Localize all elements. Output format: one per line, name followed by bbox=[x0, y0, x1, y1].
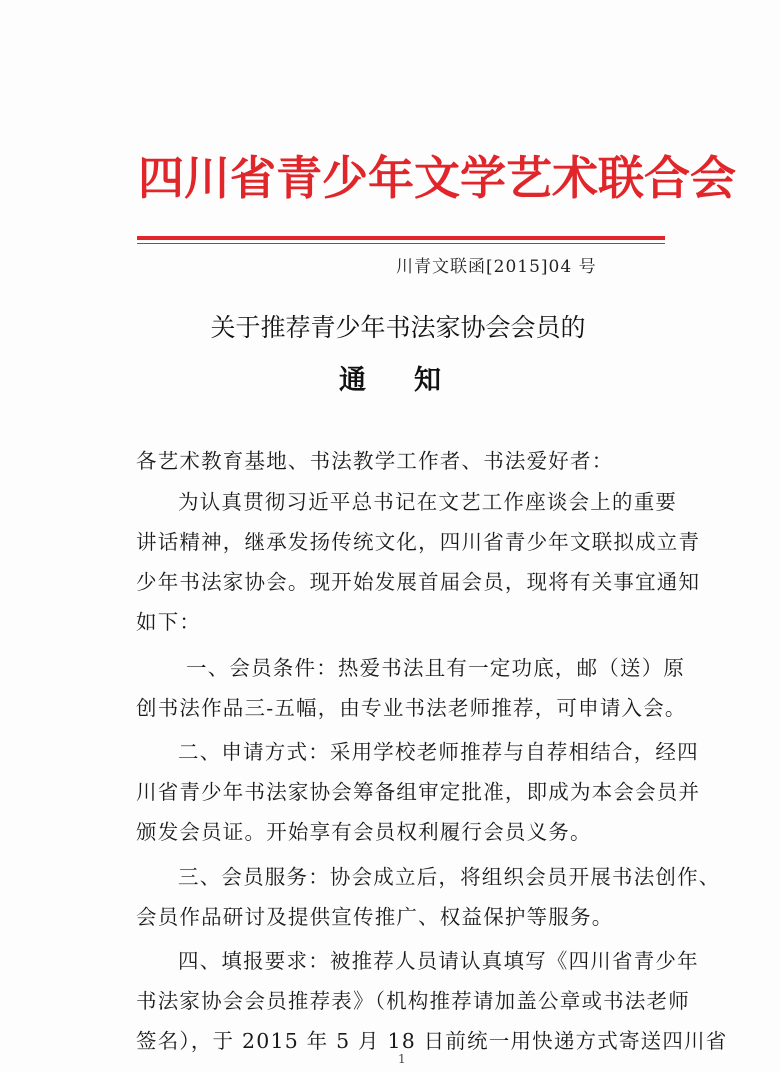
masthead-red-rule-thin bbox=[137, 243, 665, 244]
body-line: 为认真贯彻习近平总书记在文艺工作座谈会上的重要 bbox=[178, 490, 678, 514]
document-title-notice: 通知 bbox=[339, 365, 489, 396]
body-line: 签名），于 2015 年 5 月 18 日前统一用快递方式寄送四川省 bbox=[136, 1029, 728, 1053]
body-line: 三、会员服务：协会成立后，将组织会员开展书法创作、 bbox=[178, 865, 721, 889]
body-line: 创书法作品三-五幅，由专业书法老师推荐，可申请入会。 bbox=[136, 696, 687, 720]
salutation: 各艺术教育基地、书法教学工作者、书法爱好者： bbox=[136, 449, 614, 473]
body-line: 四、填报要求：被推荐人员请认真填写《四川省青少年 bbox=[178, 949, 699, 973]
page-number: 1 bbox=[398, 1052, 406, 1066]
document-title: 关于推荐青少年书法家协会会员的 bbox=[210, 313, 586, 342]
organization-masthead: 四川省青少年文学艺术联合会 bbox=[138, 151, 736, 205]
body-line: 颁发会员证。开始享有会员权利履行会员义务。 bbox=[136, 820, 592, 844]
body-line: 少年书法家协会。现开始发展首届会员，现将有关事宜通知 bbox=[136, 570, 701, 594]
document-number: 川青文联函[2015]04 号 bbox=[396, 257, 597, 277]
body-line: 讲话精神，继承发扬传统文化，四川省青少年文联拟成立青 bbox=[136, 530, 701, 554]
body-line: 一、会员条件：热爱书法且有一定功底，邮（送）原 bbox=[186, 656, 686, 680]
body-line: 二、申请方式：采用学校老师推荐与自荐相结合，经四 bbox=[178, 740, 699, 764]
body-line: 书法家协会会员推荐表》（机构推荐请加盖公章或书法老师 bbox=[136, 989, 690, 1013]
body-line: 如下： bbox=[136, 610, 202, 634]
masthead-red-rule bbox=[137, 236, 665, 240]
body-line: 会员作品研讨及提供宣传推广、权益保护等服务。 bbox=[136, 905, 614, 929]
body-line: 川省青少年书法家协会筹备组审定批准，即成为本会会员并 bbox=[136, 780, 701, 804]
